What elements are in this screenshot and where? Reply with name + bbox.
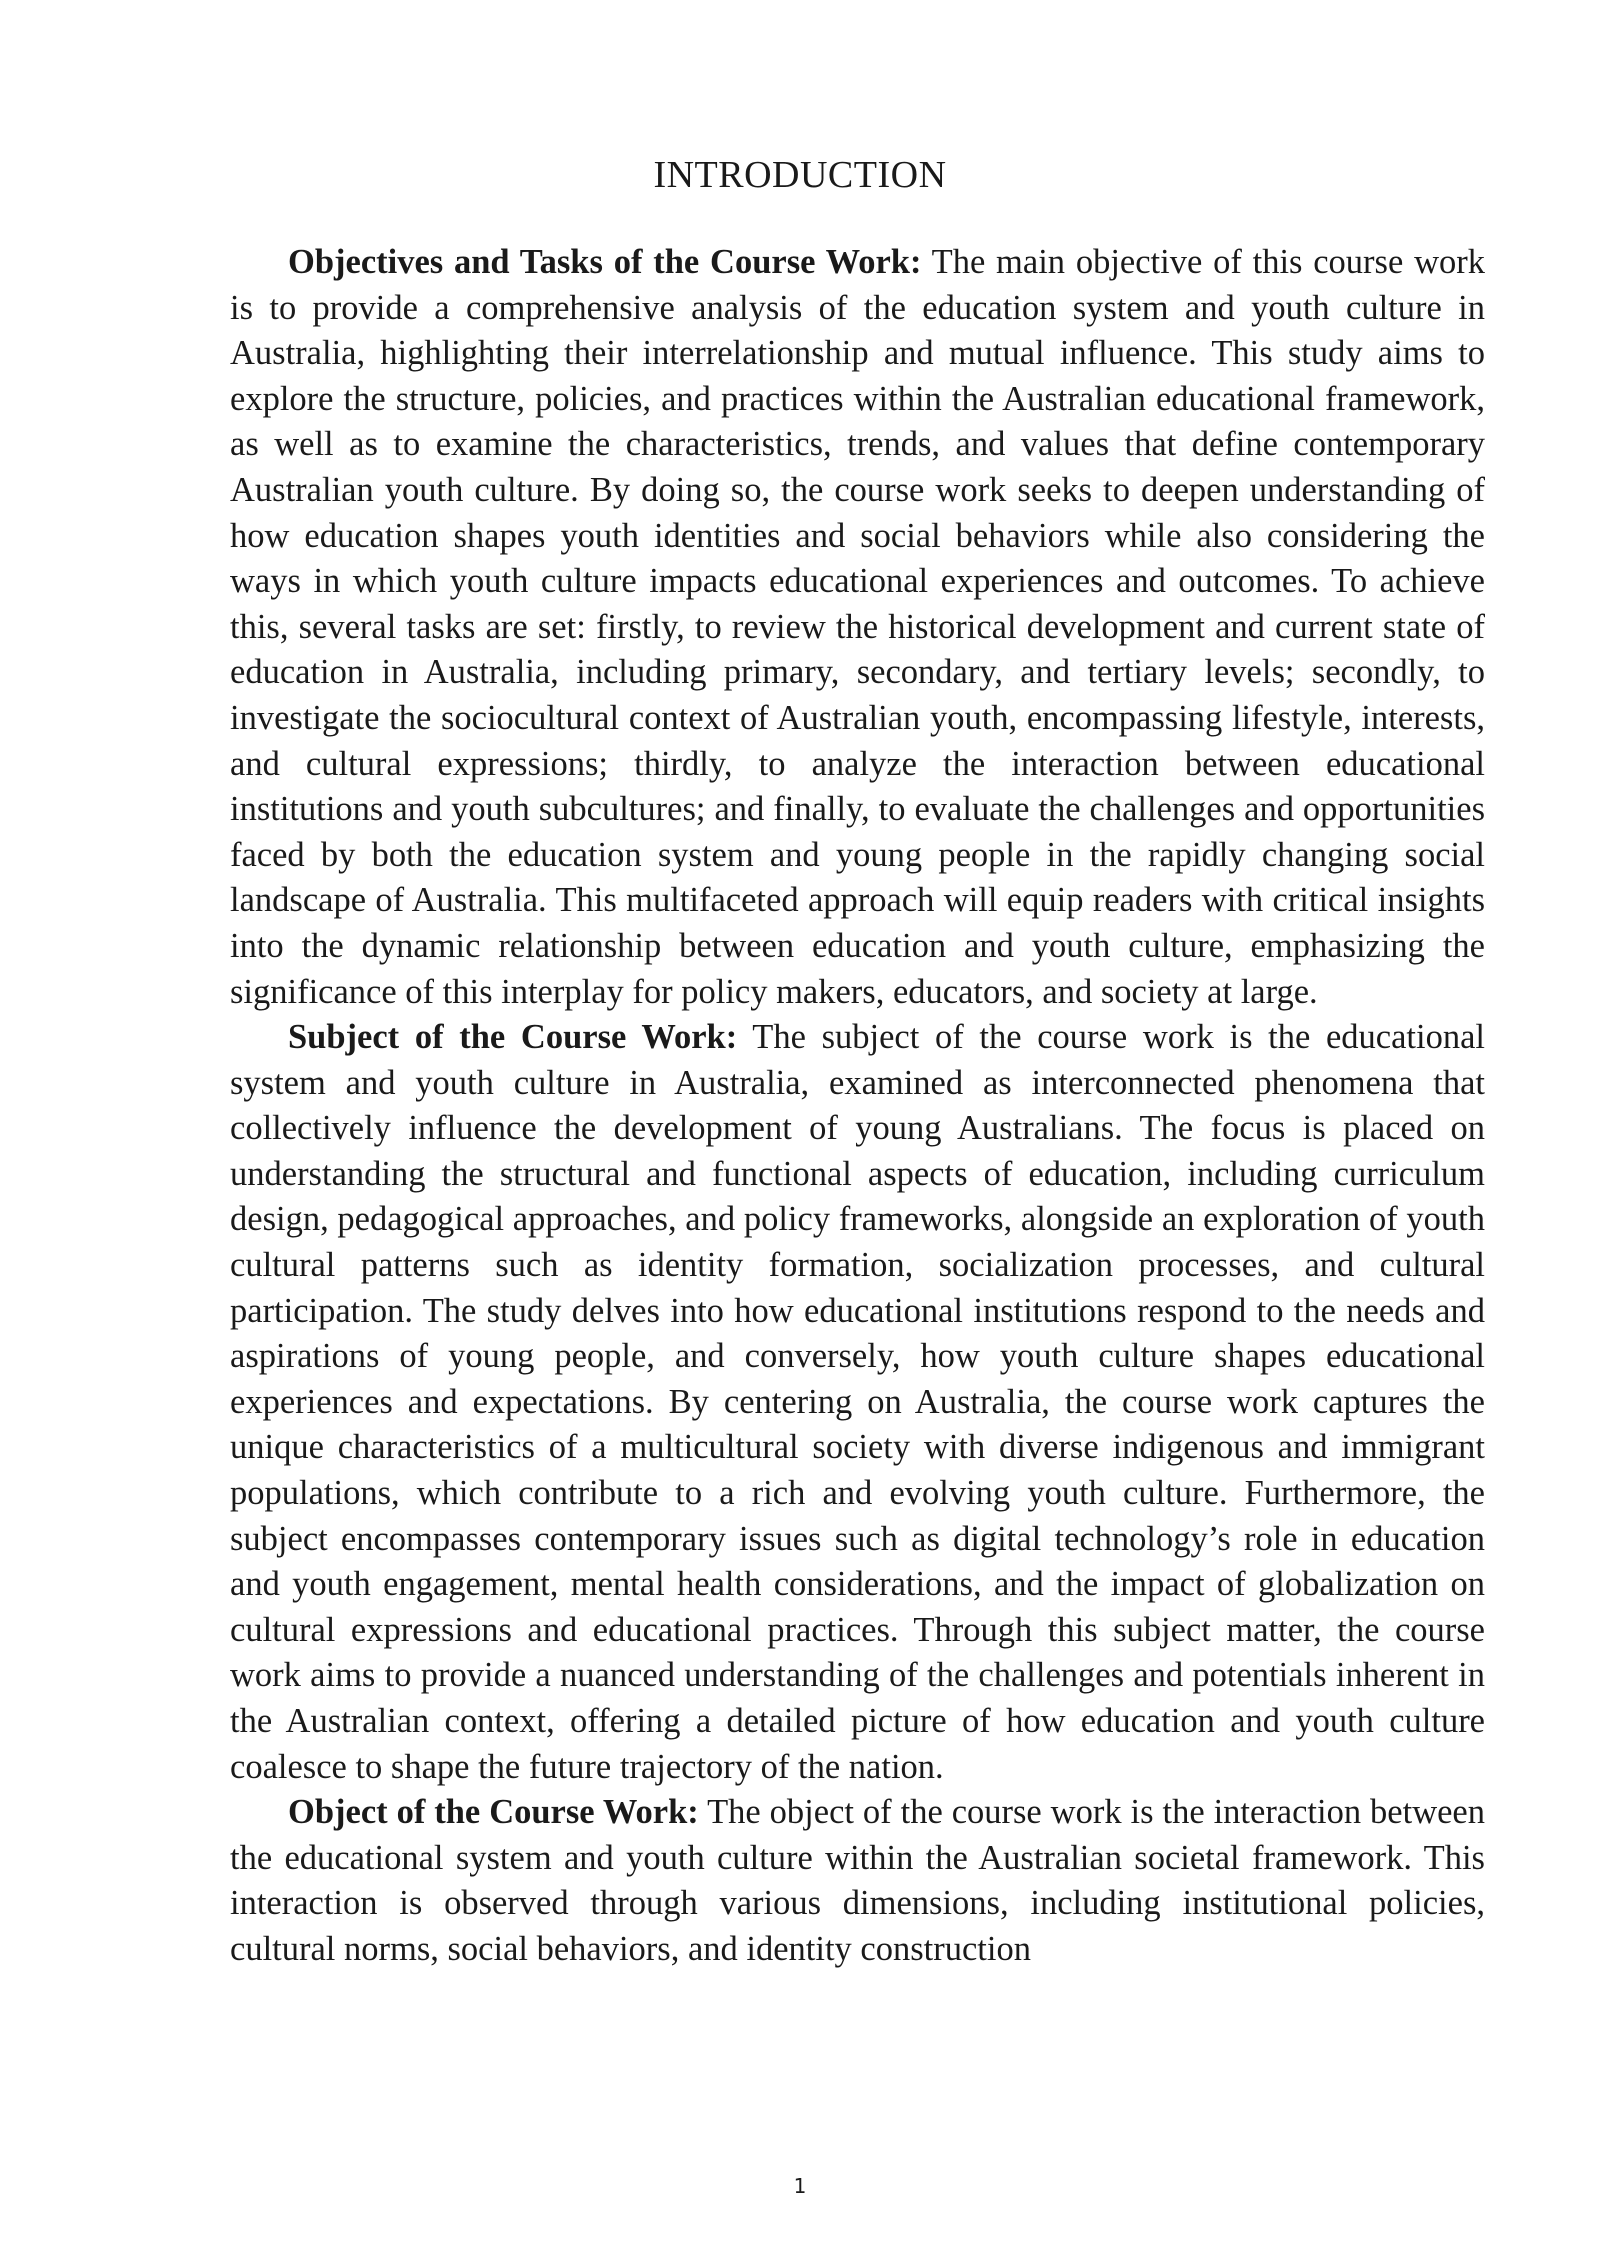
paragraph-lead: Subject of the Course Work: xyxy=(288,1018,738,1057)
paragraph-text: The object of the course work is the interaction between the educational system and youth culture within the Australian societal framework. This interaction is observed through various dimensions, including institutional policies, cultural norms, social behaviors, and identity construction xyxy=(230,1793,1485,1968)
page-number: 1 xyxy=(793,2174,807,2198)
paragraph-lead: Object of the Course Work: xyxy=(288,1793,699,1832)
paragraph-subject xyxy=(230,1015,1485,1790)
paragraph-text: The main objective of this course work is to provide a comprehensive analysis of the education system and youth culture in Australia, highlighting their interrelationship and mutual influence. This study aims to explore the structure, policies, and practices within the Australian educational framework, as well as to examine the characteristics, trends, and values that define contemporary Australian youth culture. By doing so, the course work seeks to deepen understanding of how education shapes youth identities and social behaviors while also considering the ways in which youth culture impacts educational experiences and outcomes. To achieve this, several tasks are set: firstly, to review the historical development and current state of education in Australia, including primary, secondary, and tertiary levels; secondly, to investigate the sociocultural context of Australian youth, encompassing lifestyle, interests, and cultural expressions; thirdly, to analyze the interaction between educational institutions and youth subcultures; and finally, to evaluate the challenges and opportunities faced by both the education system and young people in the rapidly changing social landscape of Australia. This multifaceted approach will equip readers with critical insights into the dynamic relationship between education and youth culture, emphasizing the significance of this interplay for policy makers, educators, and society at large. xyxy=(230,243,1485,1011)
paragraph-objectives xyxy=(230,240,1485,1015)
paragraph-object xyxy=(230,1790,1485,1972)
document-body xyxy=(230,240,1485,1973)
paragraph-text: The subject of the course work is the educational system and youth culture in Australia, examined as interconnected phenomena that collectively influence the development of young Australians. The focus is placed on understanding the structural and functional aspects of education, including curriculum design, pedagogical approaches, and policy frameworks, alongside an exploration of youth cultural patterns such as identity formation, socialization processes, and cultural participation. The study delves into how educational institutions respond to the needs and aspirations of young people, and conversely, how youth culture shapes educational experiences and expectations. By centering on Australia, the course work captures the unique characteristics of a multicultural society with diverse indigenous and immigrant populations, which contribute to a rich and evolving youth culture. Furthermore, the subject encompasses contemporary issues such as digital technology’s role in education and youth engagement, mental health considerations, and the impact of globalization on cultural expressions and educational practices. Through this subject matter, the course work aims to provide a nuanced understanding of the challenges and potentials inherent in the Australian context, offering a detailed picture of how education and youth culture coalesce to shape the future trajectory of the nation. xyxy=(230,1018,1485,1786)
page-heading: INTRODUCTION xyxy=(653,154,947,196)
paragraph-lead: Objectives and Tasks of the Course Work: xyxy=(288,243,922,281)
